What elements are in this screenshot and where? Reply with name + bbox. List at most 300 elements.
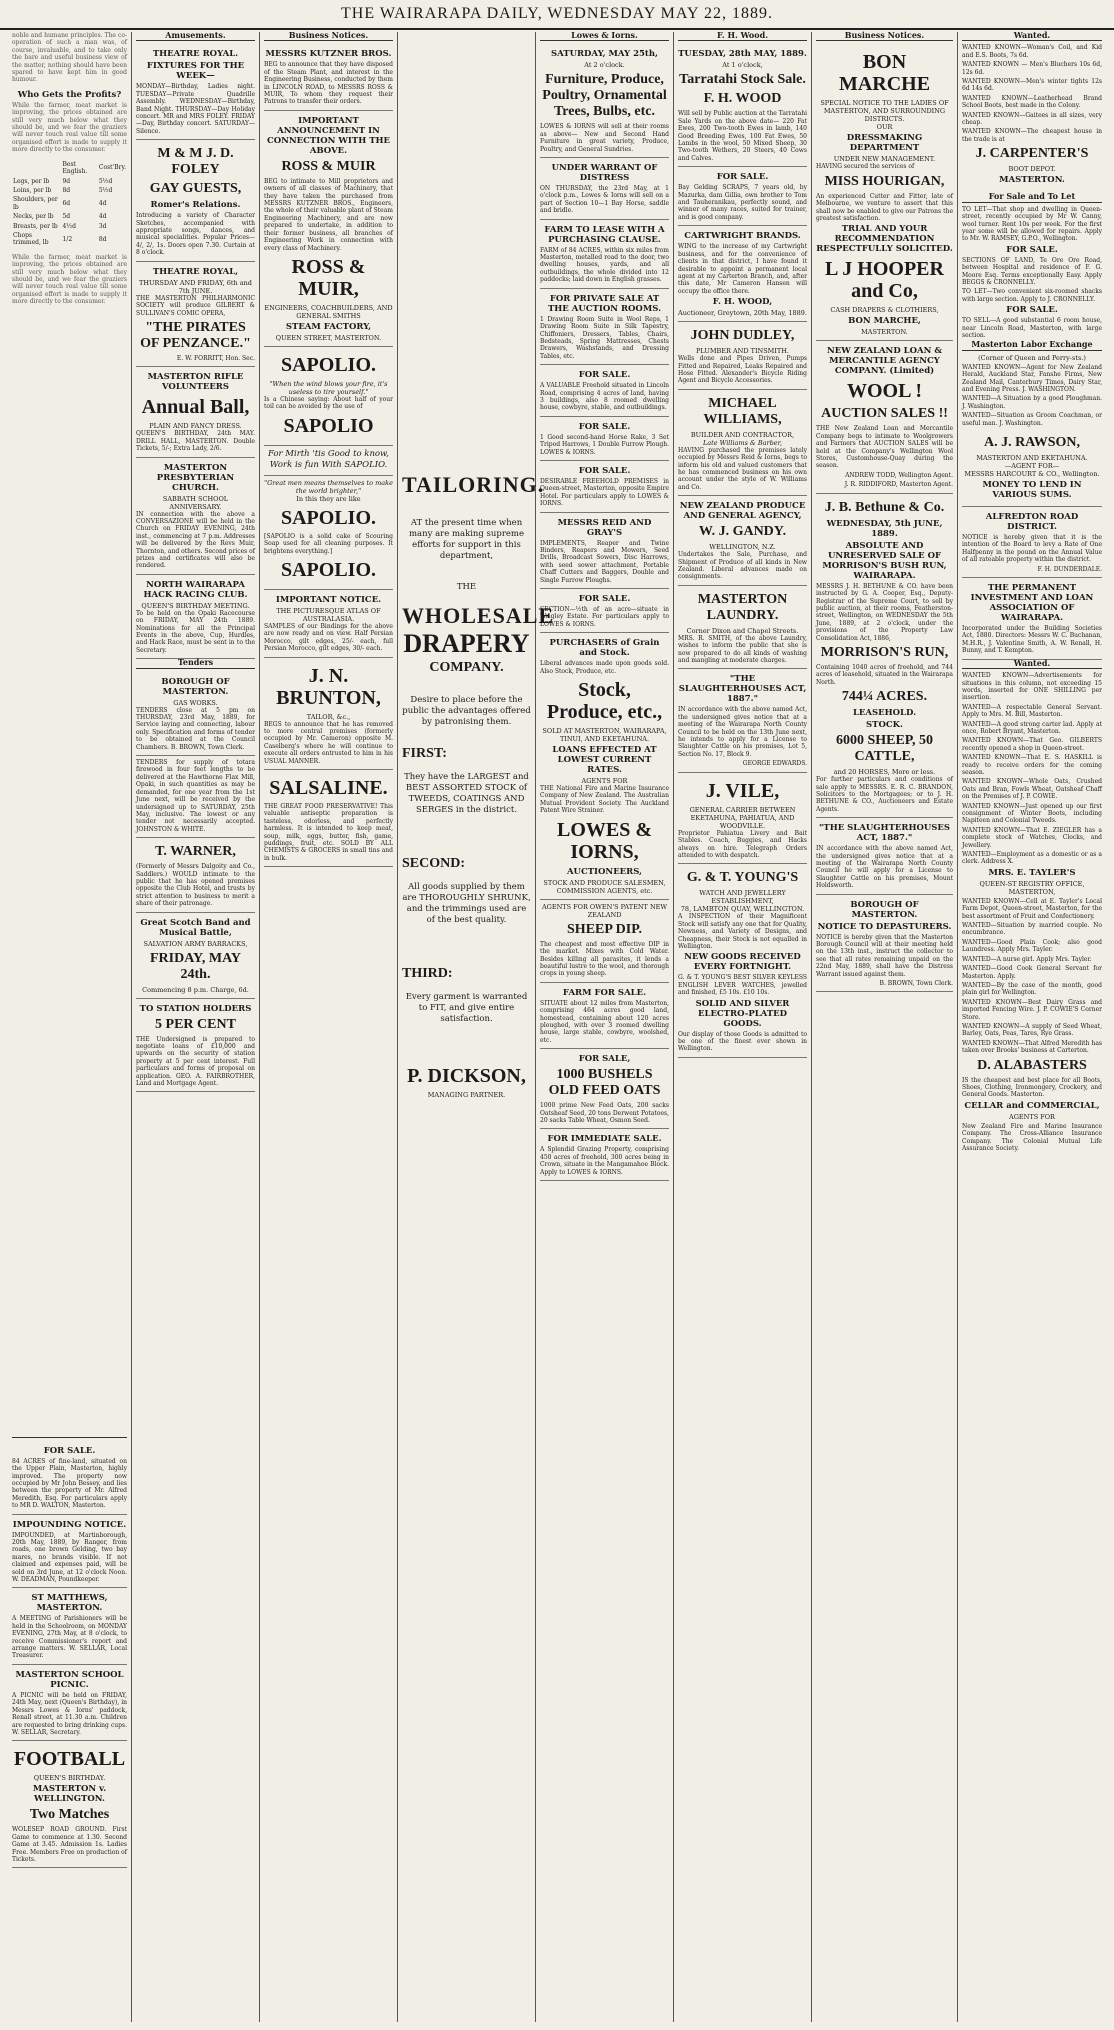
salsaline-ad	[264, 770, 393, 867]
racing-title: NORTH WAIRARAPA HACK RACING CLUB.	[143, 579, 248, 600]
brunton-heading: J. N. BRUNTON,	[276, 664, 381, 709]
slaughter2-ad	[816, 818, 953, 894]
depasturers-title: NOTICE TO DEPASTURERS.	[817, 921, 952, 932]
morrison-body: Containing 1040 acres of freehold, and 744 acres of leasehold, situated in the Wairarapa North.	[816, 663, 953, 686]
column-1	[8, 32, 132, 2022]
rawson-heading: A. J. RAWSON,	[983, 435, 1081, 451]
morrison-heading: MORRISON'S RUN,	[820, 644, 949, 660]
football-heading: FOOTBALL	[13, 1748, 126, 1771]
ball-body: QUEEN'S BIRTHDAY, 24th MAY. DRILL HALL, MASTERTON. Double Tickets, 5/-; Extra Lady, 2/6.	[136, 430, 255, 453]
price-cell: 4½d	[62, 222, 76, 230]
michael-sub: BUILDER AND CONTRACTOR,	[690, 430, 795, 439]
dudley-heading: JOHN DUDLEY,	[690, 328, 795, 344]
tayler-item-3: WANTED—Good Plain Cook; also good Laundress. Apply Mrs. Tayler.	[962, 938, 1102, 954]
section-body: SECTION—½th of an acre—situate in Wrigley Estate. For particulars apply to LOWES & IORNS.	[540, 606, 669, 628]
vile-sub: GENERAL CARRIER BETWEEN EKETAHUNA, PAHIATUA, AND WOODVILLE.	[689, 805, 796, 830]
scraps-title: FOR SALE.	[716, 172, 769, 183]
column-4	[398, 32, 555, 2022]
football-line1: MASTERTON v. WELLINGTON.	[32, 1784, 107, 1805]
price-cell: 5d	[62, 213, 71, 221]
article-paragraph-2: While the farmer, meat market is improving, the prices obtained are still very much below what they should be, and we fear the graziers will never touch real value till some organised effort is made to supply it more directly to the consumer.	[12, 101, 127, 154]
freehold-ad	[540, 365, 669, 417]
tenders-header: Tenders	[136, 659, 255, 668]
tarratahi-time: At 1 o'clock,	[722, 61, 763, 70]
wanted-e: WANTED KNOWN—That E. S. HASKILL is ready to receive orders for the coming season.	[962, 754, 1102, 776]
cartwright-title: CARTWRIGHT BRANDS.	[684, 231, 801, 242]
farm-lease-body: FARM of 84 ACRES, within six miles from Masterton, metalled road to the door, two dwelling houses, yards, and all outbuildings, the whole divided into 12 paddocks; laid down in English grasses.	[540, 246, 669, 284]
brown-sign: B. BROWN, Town Clerk.	[879, 980, 953, 988]
picnic-ad	[12, 1665, 127, 1741]
presb-sub: SABBATH SCHOOL ANNIVERSARY.	[162, 494, 229, 511]
wanted-c: WANTED—A good strong carter lad. Apply at once, Robert Bryant, Masterton.	[962, 720, 1102, 735]
absolute-body: MESSRS J. H. BETHUNE & CO. have been instructed by G. A. Cooper, Esq., Deputy-Registrar of the Supreme Court, to sell by public auction, at their rooms, Featherston-street, Wellington, on WEDNESDAY the 5th June, 1889, at 2 o'clock, under the provisions of the Property Law Consolidation Act, 1886,	[816, 582, 953, 642]
football-line2: Two Matches	[29, 1807, 110, 1823]
alfredton-sign: F. H. DUNDERDALE.	[1037, 565, 1102, 573]
young-heading: G. & T. YOUNG'S	[686, 870, 799, 886]
salvation-body: Commencing 8 p.m. Charge, 6d.	[142, 985, 249, 994]
farm-sale-body: SITUATE about 12 miles from Masterton, comprising 464 acres good land, homestead, containing about 120 acres ploughed, with over 3 roomed dwelling house, large stable, cowbyre, woolshed, etc.	[540, 999, 669, 1044]
wanted-item-5: WANTED KNOWN—Gaitees in all sizes, very cheap.	[962, 111, 1102, 127]
immediate-body: A Splendid Grazing Property, comprising 450 acres of freehold, 300 acres being in Crown, situate in the Mangamahoe Block. Apply to LOWES & IORNS.	[540, 1146, 669, 1176]
ross-muir-address: QUEEN STREET, MASTERTON.	[275, 333, 382, 342]
wanted-h: WANTED KNOWN—That E. ZIEGLER has a complete stock of Watches, Clocks, and Jewellery.	[962, 826, 1102, 849]
section-title: FOR SALE.	[578, 594, 631, 605]
laundry-heading: MASTERTON LAUNDRY.	[697, 591, 788, 623]
oats-ad	[540, 1049, 669, 1129]
purchase-body: Liberal advances made upon goods sold. Also Stock, Produce, etc.	[540, 660, 669, 675]
distress-ad	[540, 158, 669, 220]
column-6	[674, 32, 812, 2022]
announcement-title: IMPORTANT ANNOUNCEMENT IN CONNECTION WITH THE ABOVE.	[266, 115, 391, 156]
warner-body: (Formerly of Messrs Dalgoity and Co., Saddlers.) WOULD intimate to the public that he has opened premises opposite the Club Hotel, and trusts by strict attention to business to merit a share of their patronage.	[136, 863, 255, 908]
tayler-item-6: WANTED—By the case of the month, good plain girl for Wellington.	[962, 981, 1102, 997]
labor-exchange-sub: (Corner of Queen and Perry-sts.)	[978, 353, 1086, 362]
absolute-title: ABSOLUTE AND UNRESERVED SALE OF MORRISON'S BUSH RUN, WAIRARAPA.	[822, 540, 947, 581]
private-sale-body: 1 Drawing Room Suite in Wool Reps, 1 Drawing Room Suite in Silk Tapestry, Chiffoniers, Dressers, Tables, Chairs, Bedsteads, Spring Mattresses, Chests Drawers, Washstands, and Dressing Tables, etc.	[540, 315, 669, 360]
theatre-sub: FIXTURES FOR THE WEEK—	[146, 61, 245, 82]
column-2	[132, 32, 260, 2022]
acres-heading: 744¼ ACRES.	[841, 689, 928, 705]
for-sale-2-title: FOR SALE.	[1006, 305, 1058, 316]
reid-gray-body: IMPLEMENTS, Reaper and Twine Binders, Reapers and Mowers, Seed Drills, Broadcast Sowers, Disc Harrows, with seed sower attachment, Portable Chaff Cutters and Baggers, Double and Single Furrow Ploughs.	[540, 539, 669, 584]
price-head	[12, 160, 61, 177]
horse-rake-ad	[540, 417, 669, 461]
cellar-body: New Zealand Fire and Marine Insurance Company. The Cross-Alliance Insurance Company. The Colonial Mutual Life Assurance Society.	[962, 1122, 1102, 1152]
stations-title: TO STATION HOLDERS	[139, 1003, 252, 1014]
sheep-dip-ad	[540, 900, 669, 983]
auction-sales-heading: AUCTION SALES !!	[821, 406, 948, 422]
rawson-sub: MASTERTON AND EKETAHUNA.	[976, 454, 1088, 463]
fh-wood-sign: F. H. WOOD,	[712, 297, 773, 308]
kutzner-title: MESSRS KUTZNER BROS.	[265, 49, 392, 60]
oats-body: 1000 prime New Feed Oats, 200 sacks Oatsheaf Seed, 20 tons Derwent Potatoes, 20 sacks Table Wheat, Osmon Seed.	[540, 1102, 669, 1124]
rifle-title: MASTERTON RIFLE VOLUNTEERS	[147, 372, 244, 393]
dressmaking-sub: UNDER NEW MANAGEMENT.	[833, 155, 936, 164]
cowie-item-3: WANTED KNOWN—That Alfred Meredith has taken over Brooks' business at Carterton.	[962, 1039, 1102, 1055]
owen-title: AGENTS FOR OWEN'S PATENT NEW ZEALAND	[541, 902, 668, 919]
price-cell: 4d	[98, 213, 107, 221]
football-ad	[12, 1741, 127, 1868]
rawson-ad	[962, 429, 1102, 507]
rawson-agent: —AGENT FOR—	[1004, 462, 1060, 471]
theatre-title: THEATRE ROYAL.	[152, 49, 239, 60]
michael-addr: Late Williams & Barber,	[702, 438, 783, 447]
ball-sub: PLAIN AND FANCY DRESS.	[149, 422, 242, 431]
gas-body: TENDERS close at 5 pm on THURSDAY, 23rd May, 1889, for Service laying and connecting, labour only. Specification and forms of tender to be obtained at the Council Chambers. B. BROWN, Town Clerk.	[136, 706, 255, 751]
bon-marche-2: BON MARCHE,	[848, 316, 921, 327]
article-subhead: Who Gets the Profits?	[17, 89, 122, 100]
exchange-item-1: WANTED KNOWN—Agent for New Zealand Herald, Auckland Star, Fanshe Firms, New Zealand Mail, Canterbury Times, Dairy Star, and Evening Press. J. WASHINGTON.	[962, 363, 1102, 393]
carpenter-heading: J. CARPENTER'S	[975, 146, 1089, 162]
sheep-dip-heading: SHEEP DIP.	[567, 921, 642, 937]
private-sale-ad	[540, 289, 669, 365]
hooper-sub: CASH DRAPERS & CLOTHIERS,	[830, 306, 939, 315]
loan-association-ad	[962, 578, 1102, 660]
auction-sales-body: THE New Zealand Loan and Mercantile Company begs to intimate to Woolgrowers and Farmers that AUCTION SALES will be held at the Company's Wellington Wool Stores, Customhouse-Quay during the season.	[816, 425, 953, 470]
great-men-body: In this they are like	[296, 494, 361, 503]
bon-marche-heading: BON MARCHE	[838, 51, 931, 96]
price-cell: 9d	[62, 177, 71, 185]
agents-title: AGENTS FOR	[581, 777, 628, 786]
cartwright-body: WING to the increase of my Cartwright business, and for the convenience of clients in that district, I have found it desirable to appoint a permanent local agent at my Carterton Branch, and, after this date, Mr Cameron Hansen will occupy the office there.	[678, 243, 807, 295]
impounding-body: IMPOUNDED, at Martinborough, 20th May, 1889, by Ranger, from roads, one brown Gelding, two bay mares, no brands visible. If not claimed and expenses paid, will be sold on 3rd June, at 12 o'clock Noon. W. DEADMAN, Poundkeeper.	[12, 1531, 127, 1584]
price-cell: 5½d	[98, 186, 113, 194]
atlas-body: SAMPLES of our Bindings for the above are now ready and on view. Half Persian Morocco, gilt edges, 25/- each, full Persian Morocco, gilt edges, 30/- each.	[264, 622, 393, 653]
tayler-item-1: WANTED KNOWN—Cell at E. Tayler's Local Farm Depot, Queen-street, Masterton, for the best assortment of Fruit and Confectionery.	[962, 897, 1102, 920]
business-notices-header-2: Business Notices.	[816, 32, 953, 41]
dickson-heading: P. DICKSON,	[407, 1065, 526, 1087]
slaughter-body: IN accordance with the above named Act, the undersigned gives notice that at a meeting of the Wairarapa North County Council to be held on the 13th June next, he intends to apply for a License to Slaughter Cattle on his premises, Lot 5, Section No. 17, Block 9.	[678, 706, 807, 758]
sapolio-heading-3: SAPOLIO.	[280, 506, 377, 529]
salsaline-heading: SALSALINE.	[269, 777, 388, 799]
price-head: Best English.	[62, 160, 88, 176]
second-body: All goods supplied by them are THOROUGHLY SHRUNK, and the trimmings used are of the best quality.	[402, 882, 531, 925]
brunton-body: BEGS to announce that he has removed to more central premises (formerly occupied by Mr. Cameron) opposite M. Caselberg's where he will continue to execute all orders entrusted to him in his USUAL MANNER.	[264, 720, 393, 765]
dickson-sub: MANAGING PARTNER.	[427, 1091, 506, 1099]
vile-heading: J. VILE,	[705, 779, 780, 802]
theatre2-title: THEATRE ROYAL,	[152, 266, 239, 277]
desire-body: Desire to place before the public the advantages offered by patronising them.	[402, 695, 531, 727]
laundry-ad	[678, 586, 807, 670]
tarratahi-ad	[678, 44, 807, 167]
wanted-header-2: Wanted.	[962, 660, 1102, 669]
sapolio-body: Is a Chinese saying: About half of your toil can be avoided by the use of	[264, 395, 393, 411]
reid-gray-ad	[540, 513, 669, 589]
wholesale-drapery-block	[402, 603, 555, 677]
price-cell: 5½d	[98, 177, 113, 185]
michael-body: HAVING purchased the premises lately occupied by Messrs Reid & Iorns, begs to inform his old and valued customers that he has commenced business on his own account under the style of W. Williams and Co.	[678, 446, 807, 491]
column-8	[958, 32, 1106, 2022]
atlas-sub: THE PICTURESQUE ATLAS OF AUSTRALASIA.	[276, 606, 381, 623]
price-cell: 8d	[98, 235, 107, 243]
freehold-body: A VALUABLE Freehold situated in Lincoln Road, comprising 4 acres of land, having 3 buildings, also 8 roomed dwelling house, cowbyre, stable, and outbuildings.	[540, 382, 669, 412]
wanted-i: WANTED—Employment as a domestic or as a clerk. Address X.	[962, 851, 1102, 866]
slaughterhouses-ad	[678, 669, 807, 772]
farm-lease-title: FARM TO LEASE WITH A PURCHASING CLAUSE.	[544, 224, 665, 245]
ross-muir-body: BEG to intimate to Mill proprietors and owners of all classes of Machinery, that they have taken the purchased from MESSRS KUTZNER BROS., Engineers, the whole of their valuable plant of Steam Engineering Machinery, and are now prepared to undertake, in addition to their former business, all branches of Engineering Work in connection with every class of Machinery.	[264, 177, 393, 252]
queen-st-title: FOR SALE.	[578, 465, 631, 476]
racing-ad	[136, 575, 255, 659]
hourigan-heading: MISS HOURIGAN,	[824, 173, 945, 189]
warner-ad	[136, 838, 255, 912]
atlas-title: IMPORTANT NOTICE.	[275, 594, 382, 605]
slaughter2-body: IN accordance with the above named Act, the undersigned gives notice that at a meeting of the Wairarapa North County Council he will apply for a License to Slaughter Cattle on his premises, Mount Holdsworth.	[816, 845, 953, 890]
laundry-sub: Corner Dixon and Chapel Streets.	[686, 626, 799, 635]
dressmaking-body: HAVING secured the services of	[816, 163, 915, 171]
slaughter2-title: "THE SLAUGHTERHOUSES ACT, 1887."	[818, 823, 951, 844]
theatre-body: MONDAY—Birthday, Ladies night. TUESDAY—Private Quadrille Assembly. WEDNESDAY—Birthday, Band Night. THURSDAY—Day Holiday concert. MR and MRS FOLEY. FRIDAY—Day, Birthday concert. SATURDAY—Silence.	[136, 83, 255, 135]
sapolio-ad-2	[264, 446, 393, 476]
dudley-ad	[678, 322, 807, 390]
amusements-header: Amusements.	[136, 32, 255, 41]
slaughter-title: "THE SLAUGHTERHOUSES ACT, 1887."	[678, 674, 807, 705]
wanted-item-6: WANTED KNOWN—The cheapest house in the trade is at	[962, 128, 1102, 143]
price-table	[12, 160, 127, 248]
salesmen-sub: STOCK AND PRODUCE SALESMEN, COMMISSION AGENTS, etc.	[543, 878, 666, 895]
presb-title: MASTERTON PRESBYTERIAN CHURCH.	[156, 462, 235, 493]
carpenter-location: MASTERTON.	[999, 175, 1065, 186]
wanted-header: Wanted.	[962, 32, 1102, 41]
sapolio-heading: SAPOLIO.	[280, 353, 377, 376]
alabaster-heading: D. ALABASTERS	[977, 1057, 1087, 1073]
kutzner-ad	[264, 44, 393, 110]
wanted-item-1: WANTED KNOWN—Woman's Coil, and Kid and E.S. Boots, 7s 6d.	[962, 44, 1102, 59]
pirates-sign: E. W. FORRITT, Hon. Sec.	[176, 354, 255, 362]
farm-lease-ad	[540, 220, 669, 289]
football-body: WOLESEP ROAD GROUND. First Game to commence at 1.30. Second Game at 3.45. Admission 1s. Ladies Free. Members Free on production of Tickets.	[12, 1826, 127, 1863]
electro-body: Our display of those Goods is admitted to be one of the finest ever shown in Wellington.	[678, 1030, 807, 1053]
tayler-item-2: WANTED—Situation by married couple. No encumbrance.	[962, 922, 1102, 937]
farm-sale-title: FARM FOR SALE.	[562, 987, 647, 998]
oats-title: FOR SALE,	[578, 1054, 631, 1065]
stock-produce-ad	[540, 633, 669, 899]
george-sign: GEORGE EDWARDS.	[742, 760, 807, 768]
exchange-item-2: WANTED—A Situation by a good Ploughman. J. Washington.	[962, 395, 1102, 410]
sheep-dip-body: The cheapest and most effective DIP in the market. Mixes with Cold Water. Besides killing all parasites, it lends a beautiful lustre to the wool, and thorough crops in young sheep.	[540, 940, 669, 978]
salvation-title: Great Scotch Band and Musical Battle,	[140, 917, 251, 938]
lowes-iorns-header: Lowes & Iorns.	[540, 32, 669, 41]
st-matthews-title: ST MATTHEWS, MASTERTON.	[31, 1593, 108, 1614]
private-sale-title: FOR PRIVATE SALE AT THE AUCTION ROOMS.	[547, 293, 662, 314]
dudley-sub: PLUMBER AND TINSMITH.	[696, 347, 789, 356]
ross-muir-heading: ROSS & MUIR	[281, 158, 376, 174]
column-7	[812, 32, 958, 2022]
tayler-item-4: WANTED—A nurse girl. Apply Mrs. Tayler.	[962, 955, 1092, 963]
impounding-ad	[12, 1515, 127, 1589]
todd-sign: ANDREW TODD, Wellington Agent.	[845, 471, 953, 479]
tailoring-word: TAILORING.	[402, 472, 545, 497]
price-cell: Chops trimmed, lb	[13, 231, 49, 247]
firewood-tender-ad	[136, 756, 255, 838]
wanted-f: WANTED KNOWN—Whole Oats, Crushed Oats and Bran, Fowls Wheat, Oatsheaf Chaff on the Premises of J. P. COWIE.	[962, 778, 1102, 801]
sheep-heading: 6000 SHEEP, 50 CATTLE,	[835, 733, 934, 765]
fh-wood-header: F. H. Wood.	[678, 32, 807, 41]
salsaline-body: THE GREAT FOOD PRESERVATIVE! This valuable antiseptic preparation is tasteless, odorless, and perfectly harmless. It is intended to keep meat, soup, milk, eggs, butter, fish, game, puddings, fruit, etc. SOLD BY ALL CHEMISTS & GROCERS in small tins and in bulk.	[264, 803, 393, 862]
cartwright-ad	[678, 226, 807, 322]
firewood-tender-body: TENDERS for supply of totara firewood in four feet lengths to be delivered at the Hawthorne Flax Mill, Opaki, in such quantities as may be demanded, for one year from the 1st June next, will be received by the undersigned up to SATURDAY, 25th May, inclusive. The lowest or any tender not necessarily accepted. JOHNSTON & WHITE.	[136, 759, 255, 833]
alfredton-body: NOTICE is hereby given that it is the intention of the Board to levy a Rate of One Halfpenny in the pound on the Annual Value of all rateable property within the district.	[962, 534, 1102, 564]
price-cell: 1/2	[62, 235, 73, 243]
ross-muir-heading-2: ROSS & MUIR,	[291, 255, 366, 300]
distress-title: UNDER WARRANT OF DISTRESS	[551, 163, 658, 184]
horse-rake-title: FOR SALE.	[578, 421, 631, 432]
for-sale-title: FOR SALE.	[43, 1445, 96, 1456]
sapolio-desc: [SAPOLIO is a solid cake of Scouring Soap used for all cleaning purposes. It brightens everything.]	[264, 532, 393, 555]
price-cell: Breasts, per lb	[13, 222, 58, 230]
newspaper-page	[8, 32, 1106, 2022]
money-heading: MONEY TO LEND IN VARIOUS SUMS.	[982, 480, 1082, 501]
wanted-g: WANTED KNOWN—Just opened up our first consignment of Winter Boots, including Napiteen and Colonial Tweeds.	[962, 802, 1102, 825]
cellar-title: CELLAR and COMMERCIAL,	[964, 1100, 1100, 1111]
tailoring-heading	[402, 472, 545, 498]
brunton-sub: TAILOR, &c.,	[306, 712, 351, 721]
great-men-quote: "Great men means themselves to make the world brighter,"	[264, 478, 393, 495]
masthead: THE WAIRARAPA DAILY, WEDNESDAY MAY 22, 1889.	[0, 0, 1114, 30]
distress-body: ON THURSDAY, the 23rd May, at 1 o'clock p.m., Lowes & Iorns will sell on a part of Section 10—1 Bay Horse, saddle and bridle.	[540, 185, 669, 215]
nz-produce-title: NEW ZEALAND PRODUCE AND GENERAL AGENCY,	[679, 501, 806, 522]
queen-st-ad	[540, 461, 669, 513]
tayler-sub: QUEEN-ST REGISTRY OFFICE, MASTERTON,	[979, 879, 1085, 896]
riddiford-sign: J. R. RIDDIFORD, Masterton Agent.	[844, 481, 953, 489]
philharmonic-body: THE MASTERTON PHILHARMONIC SOCIETY will produce GILBERT & SULLIVAN'S COMIC OPERA,	[136, 294, 255, 317]
sheep-sub: and 20 HORSES, More or less.	[833, 768, 936, 777]
dudley-body: Wells done and Pipes Driven, Pumps Fitted and Repaired, Leaks Repaired and Hose Fitted. Alexander's Bicycle Riding Agent and Bicycle Accessories.	[678, 355, 807, 385]
foley-ad	[136, 140, 255, 261]
nz-loan-title: NEW ZEALAND LOAN & MERCANTILE AGENCY COMPANY. (Limited)	[826, 346, 943, 377]
ball-heading: Annual Ball,	[141, 396, 250, 419]
dressmaking-title: DRESSMAKING DEPARTMENT	[846, 133, 923, 154]
alfredton-ad	[962, 507, 1102, 578]
company-word: COMPANY.	[429, 660, 504, 675]
section-sale-ad	[540, 589, 669, 633]
stations-body: THE Undersigned is prepared to negotiate loans of £10,000 and upwards on the security of station property at 5 per cent interest. Full particulars and forms of proposal on application. GEO. A. FAIRBROTHER, Land and Mortgage Agent.	[136, 1035, 255, 1087]
wanted-a: WANTED KNOWN—Advertisements for situations in this column, not exceeding 15 words, inserted for ONE SHILLING per insertion.	[962, 672, 1102, 702]
price-cell: Legs, per lb	[13, 177, 50, 185]
bethune-date: WEDNESDAY, 5th JUNE, 1889.	[826, 518, 943, 539]
salvation-sub: SALVATION ARMY BARRACKS,	[143, 939, 248, 948]
st-matthews-body: A MEETING of Parishioners will be held in the Schoolroom, on MONDAY EVENING, 27th May, at 8 o'clock, to receive Commissioner's report and arrange matters. W. SELLAR, Local Treasurer.	[12, 1615, 127, 1660]
cowie-item-2: WANTED KNOWN—A supply of Seed Wheat, Barley, Oats, Peas, Tares, Rye Grass.	[962, 1022, 1102, 1038]
hourigan-body: An experienced Cutter and Fitter, late of Melbourne, we venture to assert that this shall now be enabled to give our Patrons the greatest satisfaction.	[816, 192, 953, 223]
rifle-ball-ad	[136, 367, 255, 457]
tarratahi-heading: Tarratahi Stock Sale.	[679, 72, 806, 88]
auctioneers-sub: AUCTIONEERS,	[566, 866, 643, 877]
trial-title: TRIAL AND YOUR RECOMMENDATION RESPECTFULLY SOLICITED.	[816, 224, 953, 255]
for-sale-ad	[12, 1441, 127, 1515]
fh-wood-heading: F. H. WOOD	[703, 91, 782, 107]
for-sale-to-let-header: For Sale and To Let	[962, 193, 1102, 202]
tarratahi-date: TUESDAY, 28th MAY, 1889.	[678, 49, 807, 60]
impounding-title: IMPOUNDING NOTICE.	[12, 1519, 127, 1530]
saturday-body: LOWES & IORNS will sell at their rooms as above— New and Second Hand Furniture in great variety, Produce, Poultry, and General Sundries.	[540, 123, 669, 153]
hooper-heading: L J HOOPER and Co,	[825, 258, 944, 303]
racing-sub: QUEEN'S BIRTHDAY MEETING.	[141, 601, 250, 610]
warner-title: T. WARNER,	[155, 844, 236, 860]
bon-marche-sub: SPECIAL NOTICE TO THE LADIES OF MASTERTON, AND SURROUNDING DISTRICTS.	[820, 99, 949, 124]
alabaster-body: IS the cheapest and best place for all Boots, Shoes, Clothing, Ironmongery, Crockery, and General Goods. Masterton.	[962, 1076, 1102, 1099]
for-sale-1-body: SECTIONS OF LAND, Te Ore Ore Road, between Hospital and residence of F. G. Moore Esq. Terms exceptionally Easy. Apply BEGGS & CRONNELLY.	[962, 256, 1102, 286]
vile-ad	[678, 773, 807, 865]
saturday-heading: Furniture, Produce, Poultry, Ornamental Trees, Bulbs, etc.	[542, 72, 667, 120]
atlas-notice-ad	[264, 590, 393, 658]
for-sale-body: 84 ACRES of fine-land, situated on the Upper Plain, Masterton, highly improved. The property now occupied by Mr John Bessey, and lies between the property of Mr. Alfred Meredith, Esq. For particulars apply to MR D. WALTON, Masterton.	[12, 1457, 127, 1510]
bon-marche-2-sub: MASTERTON.	[861, 328, 908, 337]
pirates-heading: "THE PIRATES OF PENZANCE."	[140, 319, 251, 351]
immediate-sale-ad	[540, 1129, 669, 1181]
wool-ad	[816, 341, 953, 493]
leasehold-title: LEASEHOLD.	[852, 708, 917, 719]
farm-sale-ad	[540, 983, 669, 1049]
loan-body: Incorporated under the Building Societies Act, 1880. Directors: Messrs W. C. Buchanan, M.H.R., J. Valentine Smith, A. W. Renall, H. Bunny, and T. Kempton.	[962, 625, 1102, 655]
wholesale-word: WHOLESALE	[402, 603, 555, 628]
picnic-body: A PICNIC will be held on FRIDAY, 24th May, next (Queen's Birthday), in Messrs Lowes & Iorns' paddock, Renall street, at 11.30 a.m. Children are requested to bring drinking cups. W. SELLAR, Secretary.	[12, 1691, 127, 1736]
sapolio-heading-4: SAPOLIO.	[280, 558, 377, 581]
wanted-item-2: WANTED KNOWN — Men's Bluchers 10s 6d, 12s 6d.	[962, 61, 1102, 76]
for-sale-1-title: FOR SALE.	[1006, 244, 1058, 255]
presb-body: IN connection with the above a CONVERSAZIONE will be held in the Church on FRIDAY EVENING, 24th inst., commencing at 7 p.m. Addresses will be delivered by the Revs Muir, Thornton, and others. Second prices of prizes and certificates will also be rendered.	[136, 510, 255, 570]
price-cell: 3d	[98, 222, 107, 230]
st-matthews-ad	[12, 1588, 127, 1664]
stock-title: STOCK.	[866, 720, 903, 731]
depasturers-body: NOTICE is hereby given that the Masterton Borough Council will at their meeting held on the 13th inst., instruct the collector to see that all rates remaining unpaid on the 22nd May, 1889, shall have the Distress Warrant issued against them.	[816, 933, 953, 978]
price-cell: Shoulders, per lb	[13, 196, 58, 211]
to-let-1: TO LET—That shop and dwelling in Queen-street, recently occupied by Mr W. Canny, wool turner. Rent 10s per week. For the first year some will be allowed for repairs. Apply to Mr. W. RAMSEY, G.P.O., Wellington.	[962, 205, 1102, 243]
sheep-body: For further particulars and conditions of sale apply to MESSRS. E. R. C. BRANDON, Solicitors to the Mortgagees; or to J. H. BETHUNE & CO., Auctioneers and Estate Agents.	[816, 776, 953, 813]
column-5	[536, 32, 674, 2022]
immediate-title: FOR IMMEDIATE SALE.	[547, 1134, 662, 1145]
first-label: FIRST:	[402, 746, 447, 761]
first-body: They have the LARGEST and BEST ASSORTED STOCK of TWEEDS, COATINGS AND SERGES in the district.	[404, 772, 529, 815]
gay-guests-body: Introducing a variety of Character Sketches, accompanied with appropriate songs, dances, and musical specialities. Popular Prices—4/, 2/, 1s. Doors open 7.30. Curtain at 8 o'clock.	[136, 212, 255, 257]
silver-body: G. & T. YOUNG'S BEST SILVER KEYLESS ENGLISH LEVER WATCHES, jewelled and finished, £5 10s. £10 10s.	[678, 974, 807, 997]
wool-heading: WOOL !	[846, 380, 922, 403]
saturday-sale-ad	[540, 44, 669, 158]
fh-wood-sign-sub: Auctioneer, Greytown, 20th May, 1889.	[678, 309, 807, 318]
reid-gray-title: MESSRS REID AND GRAY'S	[557, 517, 652, 538]
labor-exchange-header: Masterton Labor Exchange	[962, 341, 1102, 350]
scraps-ad	[678, 167, 807, 226]
oats-heading: 1000 BUSHELS OLD FEED OATS	[548, 1067, 661, 1099]
cellar-sub: AGENTS FOR	[1009, 1112, 1055, 1121]
gas-title: BOROUGH OF MASTERTON.	[161, 676, 230, 697]
depasturers-ad	[816, 895, 953, 993]
young-ad	[678, 864, 807, 1057]
football-sub: QUEEN'S BIRTHDAY.	[33, 1774, 106, 1783]
price-cell: Necks, per lb	[13, 213, 54, 221]
presbyterian-ad	[136, 458, 255, 575]
article-paragraph-continued: While the farmer, meat market is improving, the prices obtained are still very much below what they should be, and we fear the graziers will never touch real value till some organised effort is made to supply it more directly to the consumer.	[12, 253, 127, 306]
price-cell: 6d	[62, 200, 71, 208]
mirth-rhyme: For Mirth 'tis Good to know, Work is fun With SAPOLIO.	[267, 448, 390, 470]
third-label: THIRD:	[402, 966, 453, 981]
tayler-item-5: WANTED—Good Cook General Servant for Masterton. Apply.	[962, 965, 1102, 980]
gandy-heading: W. J. GANDY.	[698, 524, 787, 540]
price-cell: 4d	[98, 200, 107, 208]
ross-muir-ad	[264, 111, 393, 347]
foley-title: M & M J. D. FOLEY	[157, 146, 234, 178]
gas-works-ad	[136, 672, 255, 756]
business-notices-header: Business Notices.	[264, 32, 393, 41]
ross-muir-sub: ENGINEERS, COACHBUILDERS, AND GENERAL SMITHS	[264, 303, 393, 320]
for-sale-2-body: TO SELL—A good substantial 6 room house, near Lincoln Road, Masterton, with large section.	[962, 317, 1102, 339]
price-cell: Loins, per lb	[13, 186, 52, 194]
bon-marche-ad	[816, 44, 953, 341]
sapolio-ad-1	[264, 347, 393, 446]
salvation-date: FRIDAY, MAY 24th.	[149, 950, 242, 982]
wanted-b: WANTED—A respectable General Servant. Apply to Mrs. M. Bill, Masterton.	[962, 703, 1102, 719]
wanted-d: WANTED KNOWN—That Geo. GILBERTS recently opened a shop in Queen-street.	[962, 737, 1102, 752]
theatre2-sub: THURSDAY AND FRIDAY, 6th and 7th JUNE.	[139, 278, 252, 295]
